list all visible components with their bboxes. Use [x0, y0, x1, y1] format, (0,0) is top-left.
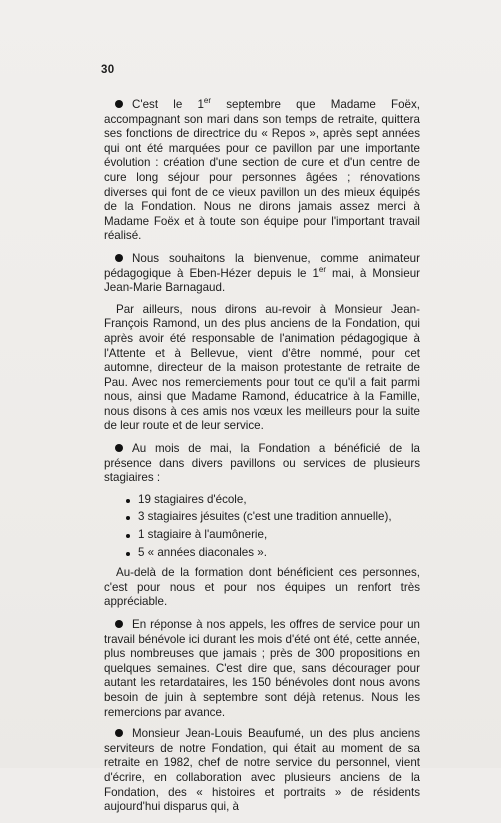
paragraph-training: Au-delà de la formation dont bénéficient ces personnes, c'est pour nous et pour nos équipes un renfort très appréciable.: [104, 566, 420, 609]
paragraph-beaufume: [104, 727, 420, 815]
list-item: 5 « années diaconales ».: [104, 546, 420, 561]
list-item: 1 stagiaire à l'aumônerie,: [104, 528, 420, 543]
paragraph-ramond: Par ailleurs, nous dirons au-revoir à Monsieur Jean-François Ramond, un des plus anciens de la Fondation, qui après avoir été responsable de l'animation pédagogique à l'Attente et à Bellevue, vient d'être nommé, pour cet automne, directeur de la maison protestante de retraite de Pau. Avec nos remerciements pour tout ce qu'il a fait parmi nous, ainsi que Madame Ramond, éducatrice à la Famille, nous disons à ces amis nos vœux les meilleurs pour la suite de leur route et de leur service.: [104, 302, 420, 433]
paragraph-text: mai, à Monsieur Jean-Marie Barnagaud.: [104, 266, 421, 295]
superscript: er: [318, 264, 327, 274]
paragraph-welcome: [104, 252, 420, 296]
paragraph-text: En réponse à nos appels, les offres de service pour un travail bénévole ici durant les mois d'été ont été, cette année, plus nombreuses que jamais ; près de 300 propositions en quelques semaines. C'est dire que, sans décourager pour autant les retardataires, les 150 bénévoles dont nous avons besoin de juin à septembre sont déjà retenus. Nous les remercions par avance.: [104, 618, 420, 719]
bullet-icon: [115, 729, 123, 737]
paragraph-text: Au mois de mai, la Fondation a bénéficié de la présence dans divers pavillons ou services de plusieurs stagiaires :: [104, 442, 420, 485]
list-item: 19 stagiaires d'école,: [104, 493, 420, 508]
list-item: 3 stagiaires jésuites (c'est une tradition annuelle),: [104, 510, 420, 525]
paragraph-foex-departure: [104, 98, 420, 244]
page-body: [104, 98, 420, 823]
bullet-icon: [115, 620, 123, 628]
paragraph-volunteers: [104, 618, 420, 720]
bullet-icon: [115, 254, 123, 262]
paragraph-text: Monsieur Jean-Louis Beaufumé, un des plus anciens serviteurs de notre Fondation, qui était au moment de sa retraite en 1982, chef de notre service du personnel, vient d'écrire, en collaboration avec plusieurs anciens de la Fondation, des « histoires et portraits » de résidents aujourd'hui disparus qui, à: [104, 727, 420, 814]
paragraph-text: C'est le 1: [132, 98, 204, 111]
paragraph-interns: [104, 442, 420, 486]
superscript: er: [203, 96, 212, 106]
paragraph-text: septembre que Madame Foëx, accompagnant son mari dans son temps de retraite, quittera ses fonctions de directrice du « Repos », après sept années qui ont été marquées pour ce pavillon par une importante évolution : création d'une section de cure et d'un centre de cure long séjour pour personnes âgées ; rénovations diverses qui font de ce vieux pavillon un des mieux équipés de la Fondation. Nous ne dirons jamais assez merci à Madame Foëx et à toute son équipe pour l'important travail réalisé.: [104, 98, 421, 243]
bullet-icon: [115, 444, 123, 452]
paragraph-text: Nous souhaitons la bienvenue, comme animateur pédagogique à Eben-Hézer depuis le 1: [104, 251, 420, 280]
page-number: 30: [101, 64, 115, 76]
interns-list: [104, 493, 420, 560]
bullet-icon: [115, 100, 123, 108]
